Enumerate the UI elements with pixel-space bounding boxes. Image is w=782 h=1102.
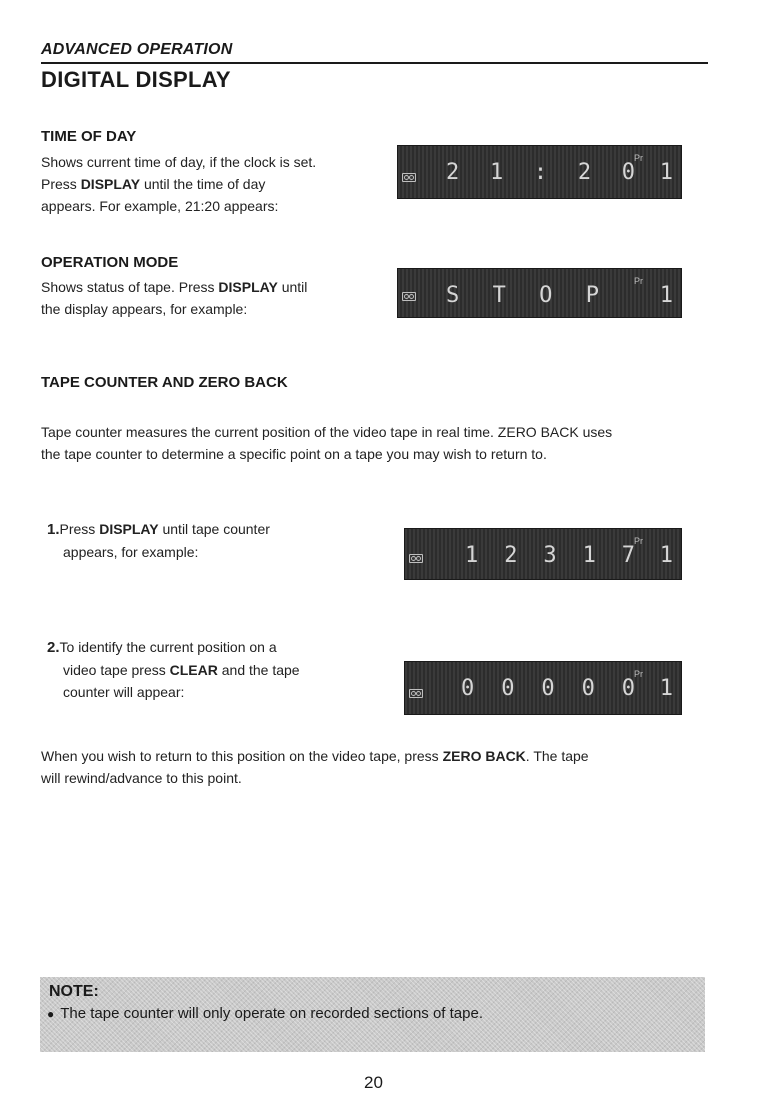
display-digit: 0 xyxy=(461,676,477,701)
step-number: 1. xyxy=(47,521,60,538)
display-digit: 0 xyxy=(581,676,597,701)
time-of-day-line3: appears. For example, 21:20 appears: xyxy=(41,198,279,214)
display-digit: T xyxy=(492,283,508,308)
tape-counter-display xyxy=(404,528,682,580)
display-digits xyxy=(465,543,637,568)
step-2-line1: 2.To identify the current position on a xyxy=(47,639,277,656)
display-channel: 1 xyxy=(659,543,673,568)
step-1-line2: appears, for example: xyxy=(63,544,199,560)
clear-keyword: CLEAR xyxy=(169,662,218,678)
note-title: NOTE: xyxy=(49,983,99,1000)
section-label: ADVANCED OPERATION xyxy=(41,41,233,58)
display-digit: 2 xyxy=(446,160,462,185)
page-title: DIGITAL DISPLAY xyxy=(41,67,231,92)
time-of-day-heading: TIME OF DAY xyxy=(41,128,137,145)
display-digits xyxy=(446,283,601,308)
display-digit: 1 xyxy=(489,160,506,185)
operation-mode-line2: the display appears, for example: xyxy=(41,301,248,317)
step-number: 2. xyxy=(47,639,60,656)
display-digits xyxy=(446,160,637,185)
display-digit: 7 xyxy=(621,543,637,568)
cassette-icon xyxy=(402,173,416,182)
time-of-day-line2: Press DISPLAY until the time of day xyxy=(41,176,266,192)
tape-counter-para-line1: Tape counter measures the current position of the video tape in real time. ZERO BACK uses xyxy=(41,424,613,440)
time-of-day-line1: Shows current time of day, if the clock is set. xyxy=(41,154,317,170)
program-indicator: Pr xyxy=(634,536,643,546)
display-keyword: DISPLAY xyxy=(80,176,141,192)
display-digit: O xyxy=(539,283,555,308)
zero-back-paragraph xyxy=(41,745,731,789)
zero-back-line1: When you wish to return to this position on the video tape, press ZERO BACK. The tape xyxy=(41,748,589,764)
display-digit: 0 xyxy=(541,676,557,701)
program-indicator: Pr xyxy=(634,276,643,286)
tape-counter-intro xyxy=(41,421,731,465)
operation-mode-line1: Shows status of tape. Press DISPLAY until xyxy=(41,279,308,295)
step-1-line1: 1.Press DISPLAY until tape counter xyxy=(47,521,270,538)
tape-counter-heading: TAPE COUNTER AND ZERO BACK xyxy=(41,374,288,391)
step-2-line3: counter will appear: xyxy=(63,684,185,700)
cassette-icon xyxy=(409,689,423,698)
tape-counter-para-line2: the tape counter to determine a specific point on a tape you may wish to return to. xyxy=(41,446,547,462)
display-digit: 0 xyxy=(621,160,637,185)
page-number: 20 xyxy=(364,1073,383,1092)
display-digit: 1 xyxy=(465,543,481,568)
note-box xyxy=(40,977,705,1052)
display-digit: S xyxy=(446,283,462,308)
display-digits xyxy=(461,676,637,701)
zero-counter-display xyxy=(404,661,682,715)
display-digit: 3 xyxy=(543,543,559,568)
display-channel: 1 xyxy=(659,676,673,701)
display-digit: 2 xyxy=(504,543,520,568)
bullet-icon: ● xyxy=(47,1007,55,1021)
display-digit: 0 xyxy=(621,676,637,701)
program-indicator: Pr xyxy=(634,153,643,163)
display-keyword: DISPLAY xyxy=(218,279,278,295)
step-2-line2: video tape press CLEAR and the tape xyxy=(63,662,300,678)
operation-mode-heading: OPERATION MODE xyxy=(41,254,179,271)
time-of-day-display xyxy=(397,145,682,199)
program-indicator: Pr xyxy=(634,669,643,679)
display-digit: 2 xyxy=(577,160,594,185)
zero-back-keyword: ZERO BACK xyxy=(442,748,526,764)
step-2 xyxy=(47,636,387,703)
cassette-icon xyxy=(409,554,423,563)
display-channel: 1 xyxy=(659,160,673,185)
display-digit: 1 xyxy=(582,543,598,568)
step-1 xyxy=(47,518,377,563)
cassette-icon xyxy=(402,292,416,301)
display-digit: P xyxy=(585,283,601,308)
display-digit: : xyxy=(533,160,550,185)
zero-back-line2: will rewind/advance to this point. xyxy=(41,770,242,786)
header-rule xyxy=(41,62,708,64)
time-of-day-text xyxy=(41,151,381,217)
operation-mode-text xyxy=(41,276,381,320)
operation-mode-display xyxy=(397,268,682,318)
display-digit: 0 xyxy=(501,676,517,701)
display-channel: 1 xyxy=(659,283,673,308)
note-text: ● The tape counter will only operate on recorded sections of tape. xyxy=(47,1005,484,1022)
display-keyword: DISPLAY xyxy=(99,521,159,537)
